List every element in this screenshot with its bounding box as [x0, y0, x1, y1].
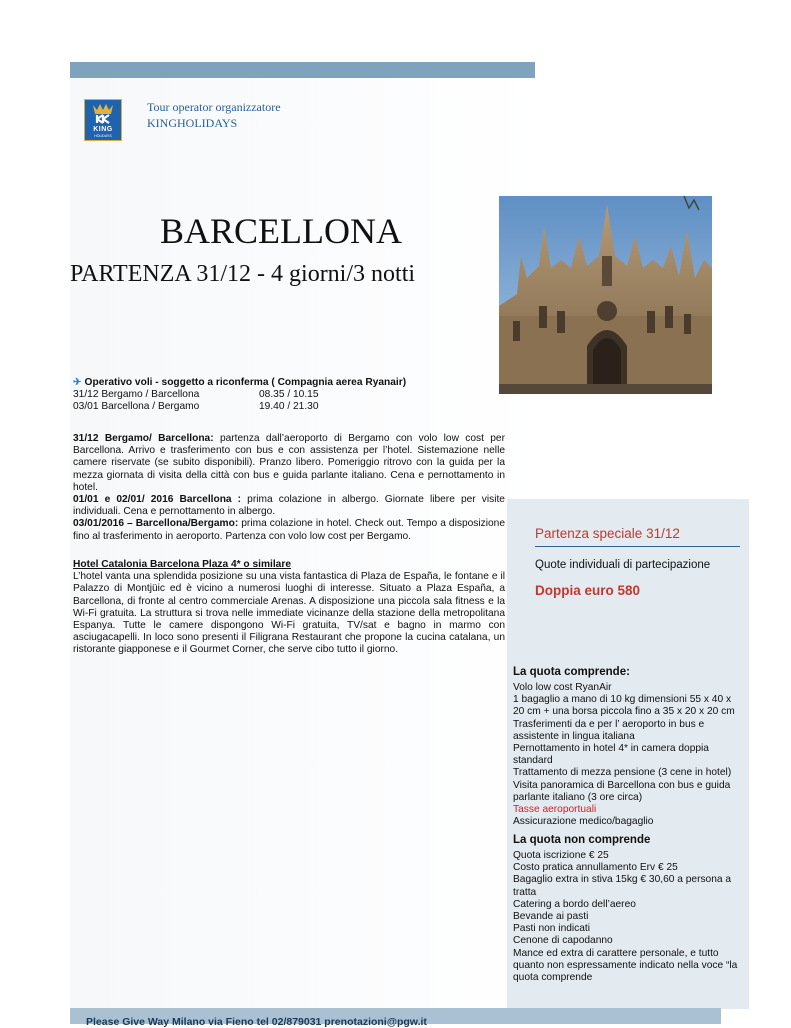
itinerary-day	[73, 494, 505, 518]
hotel-text: L’hotel vanta una splendida posizione su una vista fantastica di Plaza de España, le fontane e il Palazzo di Montjüic ed è vicino a numerosi luoghi di interesse. Situato a Plaza España, a Barcellona, di fronte al centro commerciale Arenas. A disposizione una piccola sala fitness e la Wi-Fi gratuita. La struttura si trova nelle immediate vicinanze della stazione della metropolitana Espanya. Tutte le camere dispongono Wi-Fi gratuita, TV/sat e bagno in marmo con asciugacapelli. In loco sono presenti il Filigrana Restaurant che propone la cucina catalana, un ristorante giapponese e il Gourmet Corner, che serve cibo tutto il giorno.	[73, 571, 505, 656]
operator-block	[147, 99, 281, 131]
itinerary-day	[73, 433, 505, 494]
airplane-icon: ✈	[73, 377, 82, 388]
itinerary-day-label: 31/12 Bergamo/ Barcellona:	[73, 433, 214, 444]
footer-contact: Please Give Way Milano via Fieno tel 02/879031 prenotazioni@pgw.it	[86, 1016, 427, 1028]
excludes-list	[513, 850, 741, 984]
list-item: Trattamento di mezza pensione (3 cene in hotel)	[513, 767, 732, 779]
quote-label: Quote individuali di partecipazione	[535, 559, 711, 571]
logo-text: KING	[93, 126, 113, 133]
list-item: Pernottamento in hotel 4* in camera doppia standard	[513, 743, 709, 767]
offer-divider	[535, 546, 740, 547]
itinerary-day-text: prima colazione in hotel. Check out. Tempo a disposizione fino al trasferimento in aeroporto. Partenza con volo low cost per Bergamo.	[73, 518, 505, 542]
list-item: Tasse aeroportuali	[513, 804, 597, 816]
itinerary-day-label: 01/01 e 02/01/ 2016 Barcellona :	[73, 494, 242, 506]
list-item: Pasti non indicati	[513, 923, 591, 935]
itinerary-day-text: partenza dall’aeroporto di Bergamo con volo low cost per Barcellona. Arrivo e trasferimento con bus e con assistenza per l’hotel. Sistemazione nelle camere riservate (se subito disponibili). Pranzo libero. Pomeriggio ritrovo con la guida per la mezza giornata di visita della città con bus e guida parlante italiano. Cena e pernottamento in hotel.	[73, 433, 505, 493]
page-subtitle: PARTENZA 31/12 - 4 giorni/3 notti	[70, 261, 416, 287]
list-item: Costo pratica annullamento Erv € 25	[513, 862, 678, 874]
itinerary-day-label: 03/01/2016 – Barcellona/Bergamo:	[73, 518, 239, 530]
cathedral-photo	[499, 196, 712, 394]
includes-list	[513, 682, 741, 828]
excludes-heading: La quota non comprende	[513, 834, 651, 846]
list-item: Cenone di capodanno	[513, 935, 613, 947]
itinerary-day-text: prima colazione in albergo. Giornate libere per visite individuali. Cena e pernottamento in albergo.	[73, 494, 505, 518]
list-item: Trasferimenti da e per l’ aeroporto in bus e assistente in lingua italiana	[513, 718, 705, 742]
list-item: Mance ed extra di carattere personale, e tutto quanto non espressamente indicato nella voce “la quota comprende	[513, 947, 738, 984]
list-item: Catering a bordo dell’aereo	[513, 898, 636, 910]
flight-time: 08.35 / 10.15	[259, 389, 319, 401]
operator-line1: Tour operator organizzatore	[147, 100, 281, 114]
flight-schedule	[73, 377, 505, 414]
list-item: Assicurazione medico/bagaglio	[513, 816, 654, 828]
flight-route: 31/12 Bergamo / Barcellona	[73, 389, 200, 401]
page-title: BARCELLONA	[160, 211, 402, 251]
list-item: Bevande ai pasti	[513, 911, 589, 923]
hotel-description	[73, 559, 505, 657]
price: Doppia euro 580	[535, 583, 641, 598]
itinerary	[73, 433, 505, 543]
flight-time: 19.40 / 21.30	[259, 401, 319, 413]
list-item: Bagaglio extra in stiva 15kg € 30,60 a persona a tratta	[513, 874, 732, 898]
list-item: 1 bagaglio a mano di 10 kg dimensioni 55 x 40 x 20 cm + una borsa piccola fino a 35 x 20 x 20 cm	[513, 694, 735, 718]
page-background	[70, 62, 535, 1024]
itinerary-day	[73, 518, 505, 542]
flight-row	[73, 401, 505, 413]
hotel-title: Hotel Catalonia Barcelona Plaza 4* o similare	[73, 559, 291, 570]
list-item: Quota iscrizione € 25	[513, 850, 609, 861]
operator-line2: KINGHOLIDAYS	[147, 116, 238, 130]
offer-title: Partenza speciale 31/12	[535, 526, 680, 541]
kingholidays-logo	[84, 99, 122, 141]
flight-route: 03/01 Barcellona / Bergamo	[73, 401, 200, 413]
includes-heading: La quota comprende:	[513, 666, 630, 678]
list-item: Visita panoramica di Barcellona con bus e guida parlante italiano (3 ore circa)	[513, 779, 731, 803]
flight-row	[73, 389, 505, 401]
flight-heading: Operativo voli - soggetto a riconferma ( Compagnia aerea Ryanair)	[84, 377, 407, 388]
crown-k-icon	[91, 102, 115, 124]
header-band	[70, 62, 535, 78]
logo-subtext: HOLIDAYS	[94, 134, 112, 138]
list-item: Volo low cost RyanAir	[513, 682, 612, 693]
